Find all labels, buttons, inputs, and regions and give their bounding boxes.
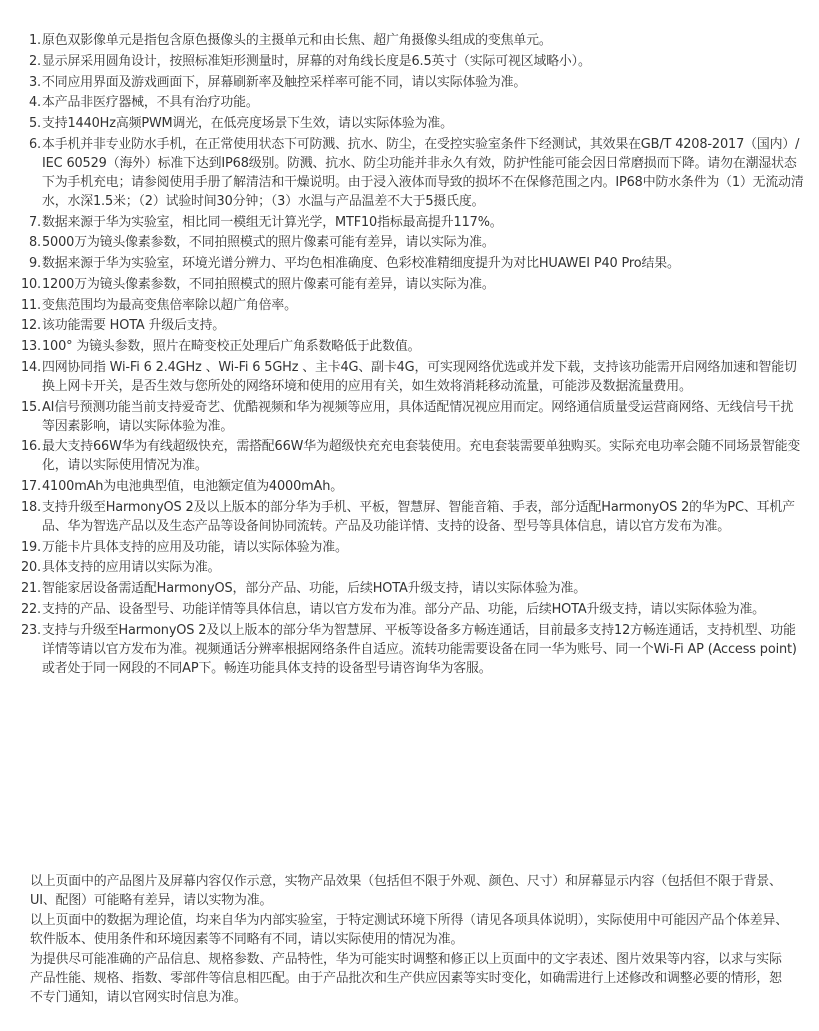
footnote-text: 具体支持的应用请以实际为准。: [42, 560, 221, 576]
footnote-number: 20 .: [20, 559, 41, 578]
footnote-item: [20, 399, 804, 437]
footnote-number: 9 .: [20, 255, 41, 274]
footnote-item: [20, 499, 804, 537]
footnote-item: [20, 539, 804, 558]
footnote-text: 4100mAh为电池典型值，电池额定值为4000mAh。: [42, 479, 343, 495]
footnote-text: 本手机并非专业防水手机，在正常使用状态下可防溅、抗水、防尘，在受控实验室条件下经测试，其效果在GB/T 4208-2017（国内）/ IEC 60529（海外）标准下达到IP68级别。防溅、抗水、防尘功能并非永久有效，防护性能可能会因日常磨损而下降。请勿在潮湿状态下为手机充电；请参阅使用手册了解清洁和干燥说明。由于浸入液体而导致的损坏不在保修范围之内。IP68中防水条件为（1）无流动清水，水深1.5米；（2）试验时间30分钟；（3）水温与产品温差不大于5摄氏度。: [42, 136, 804, 209]
footnote-item: [20, 74, 804, 93]
footnote-text: 支持与升级至HarmonyOS 2及以上版本的部分华为智慧屏、平板等设备多方畅连通话，目前最多支持12方畅连通话，支持机型、功能详情等请以官方发布为准。视频通话分辨率根据网络条件自适应。流转功能需要设备在同一华为账号、同一个Wi-Fi AP (Access point) 或者处于同一网段的不同AP下。畅连功能具体支持的设备型号请咨询华为客服。: [42, 622, 797, 676]
footnote-item: [20, 255, 804, 274]
footnote-number: 12 .: [20, 317, 41, 336]
footnote-text: 原色双影像单元是指包含原色摄像头的主摄单元和由长焦、超广角摄像头组成的变焦单元。: [42, 33, 552, 48]
footnote-text: 支持的产品、设备型号、功能详情等具体信息，请以官方发布为准。部分产品、功能，后续HOTA升级支持，请以实际体验为准。: [42, 602, 765, 618]
footnote-item: [20, 338, 804, 357]
footnote-text: 本产品非医疗器械，不具有治疗功能。: [42, 95, 259, 111]
footnote-number: 14 .: [20, 359, 41, 378]
footnote-number: 22 .: [20, 601, 41, 620]
footnote-number: 13 .: [20, 338, 41, 357]
footnote-item: [20, 234, 804, 253]
footnote-text: 显示屏采用圆角设计，按照标准矩形测量时，屏幕的对角线长度是6.5英寸（实际可视区域略小）。: [42, 53, 591, 69]
footnote-text: 不同应用界面及游戏画面下，屏幕刷新率及触控采样率可能不同，请以实际体验为准。: [42, 74, 527, 90]
footnote-text: 1200万为镜头像素参数，不同拍照模式的照片像素可能有差异，请以实际为准。: [42, 276, 495, 292]
footnote-item: [20, 559, 804, 578]
footnote-number: 8 .: [20, 234, 41, 253]
footnote-item: [20, 601, 804, 620]
footnote-number: 3 .: [20, 74, 41, 93]
disclaimer-block: [30, 872, 790, 1008]
footnote-item: [20, 136, 804, 212]
footnote-number: 23 .: [20, 622, 41, 641]
footnote-text: 5000万为镜头像素参数，不同拍照模式的照片像素可能有差异，请以实际为准。: [42, 235, 495, 251]
footnote-item: [20, 32, 804, 51]
footnote-text: 最大支持66W华为有线超级快充，需搭配66W华为超级快充充电套装使用。充电套装需要单独购买。实际充电功率会随不同场景智能变化，请以实际使用情况为准。: [42, 439, 801, 474]
footnote-text: 该功能需要 HOTA 升级后支持。: [42, 318, 225, 334]
footnote-text: AI信号预测功能当前支持爱奇艺、优酷视频和华为视频等应用，具体适配情况视应用而定。网络通信质量受运营商网络、无线信号干扰等因素影响，请以实际体验为准。: [42, 399, 794, 434]
footnote-item: [20, 580, 804, 599]
footnote-number: 5 .: [20, 115, 41, 134]
footnote-text: 支持升级至HarmonyOS 2及以上版本的部分华为手机、平板，智慧屏、智能音箱、手表，部分适配HarmonyOS 2的华为PC、耳机产品、华为智选产品以及生态产品等设备间协同流转。产品及功能详情、支持的设备、型号等具体信息，请以官方发布为准。: [42, 499, 795, 534]
footnote-text: 数据来源于华为实验室，相比同一模组无计算光学，MTF10指标最高提升117%。: [42, 214, 503, 230]
footnote-item: [20, 359, 804, 397]
footnote-number: 10 .: [20, 276, 41, 295]
footnote-item: [20, 115, 804, 134]
footnote-number: 16 .: [20, 438, 41, 457]
footnote-text: 变焦范围均为最高变焦倍率除以超广角倍率。: [42, 297, 297, 313]
footnote-text: 100° 为镜头参数，照片在畸变校正处理后广角系数略低于此数值。: [42, 339, 421, 355]
footnote-item: [20, 317, 804, 336]
footnote-item: [20, 94, 804, 113]
footnote-number: 7 .: [20, 214, 41, 233]
footnote-number: 21 .: [20, 580, 41, 599]
footnote-number: 2 .: [20, 53, 41, 72]
footnote-number: 4 .: [20, 94, 41, 113]
footnote-text: 数据来源于华为实验室，环境光谱分辨力、平均色相准确度、色彩校准精细度提升为对比HUAWEI P40 Pro结果。: [42, 256, 680, 272]
disclaimer-paragraph: 为提供尽可能准确的产品信息、规格参数、产品特性，华为可能实时调整和修正以上页面中的文字表述、图片效果等内容，以求与实际产品性能、规格、指数、零部件等信息相匹配。由于产品批次和生产供应因素等实时变化，如确需进行上述修改和调整必要的情形，恕不专门通知，请以官网实时信息为准。: [30, 951, 782, 1006]
disclaimer-paragraph: 以上页面中的数据为理论值，均来自华为内部实验室，于特定测试环境下所得（请见各项具体说明），实际使用中可能因产品个体差异、软件版本、使用条件和环境因素等不同略有不同，请以实际使用的情况为准。: [30, 912, 788, 948]
footnote-item: [20, 297, 804, 316]
footnote-number: 6 .: [20, 136, 41, 155]
footnote-item: [20, 53, 804, 72]
footnote-list: [20, 32, 804, 680]
footnote-number: 15 .: [20, 399, 41, 418]
footnote-text: 万能卡片具体支持的应用及功能，请以实际体验为准。: [42, 539, 348, 555]
footnote-item: [20, 478, 804, 497]
footnote-item: [20, 276, 804, 295]
footnote-item: [20, 214, 804, 233]
footnote-text: 支持1440Hz高频PWM调光，在低亮度场景下生效，请以实际体验为准。: [42, 116, 453, 132]
footnote-item: [20, 438, 804, 476]
disclaimer-paragraph: 以上页面中的产品图片及屏幕内容仅作示意，实物产品效果（包括但不限于外观、颜色、尺寸）和屏幕显示内容（包括但不限于背景、UI、配图）可能略有差异，请以实物为准。: [30, 874, 782, 909]
footnote-number: 17 .: [20, 478, 41, 497]
footnote-item: [20, 622, 804, 679]
footnote-number: 18 .: [20, 499, 41, 518]
footnote-text: 智能家居设备需适配HarmonyOS，部分产品、功能，后续HOTA升级支持，请以实际体验为准。: [42, 581, 586, 597]
footnote-number: 11 .: [20, 297, 41, 316]
footnote-text: 四网协同指 Wi-Fi 6 2.4GHz 、Wi-Fi 6 5GHz 、主卡4G、副卡4G，可实现网络优选或并发下载，支持该功能需开启网络加速和智能切换上网卡开关，是否生效与您所处的网络环境和使用的应用有关，如生效将消耗移动流量，可能涉及数据流量费用。: [42, 360, 797, 394]
footnote-number: 19 .: [20, 539, 41, 558]
footnote-number: 1 .: [20, 32, 41, 51]
